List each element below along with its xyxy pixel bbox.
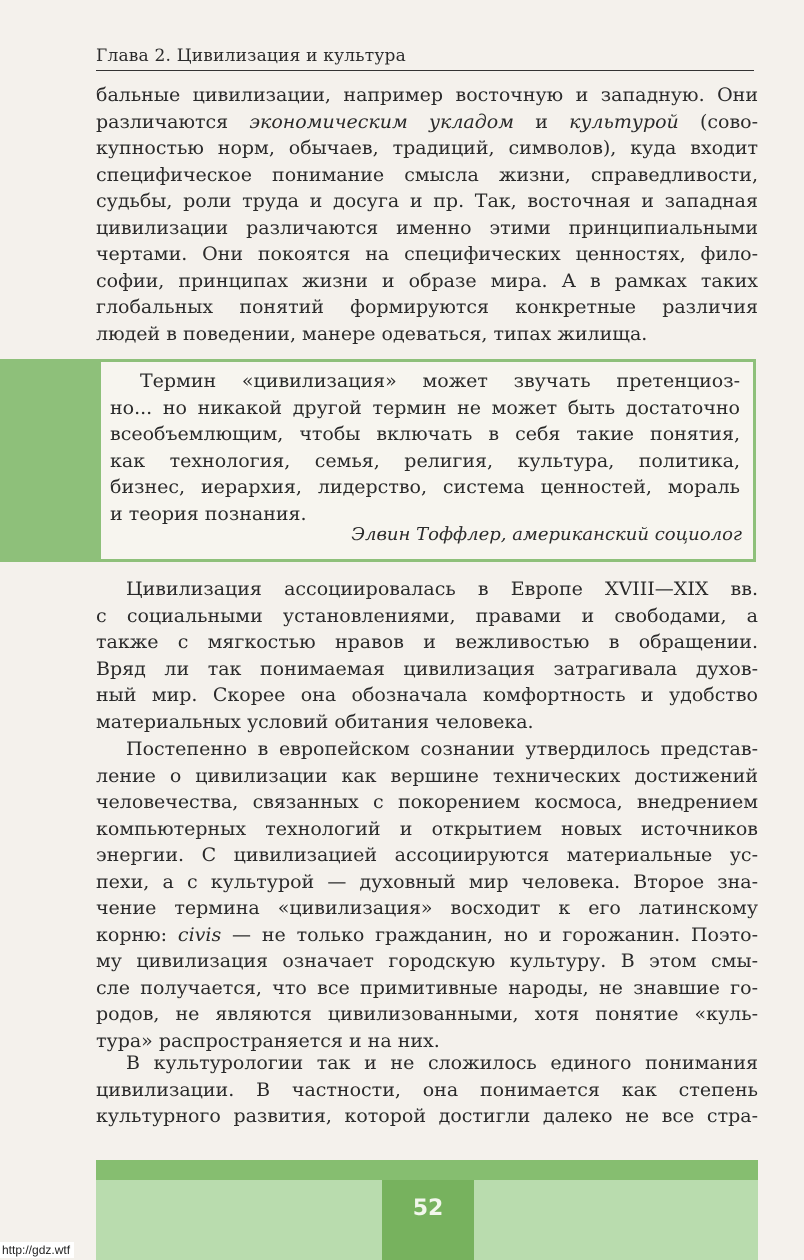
text-line: человечества, связанных с покорением космоса, внедрением bbox=[96, 791, 758, 813]
text-line: энергии. С цивилизацией ассоциируются материальные ус- bbox=[96, 844, 758, 866]
text-line: Цивилизация ассоциировалась в Европе XVIII—XIX вв. bbox=[126, 578, 758, 600]
text-line: всеобъемлющим, чтобы включать в себя такие понятия, bbox=[110, 423, 740, 445]
text-line: му цивилизация означает городскую культуру. В этом смы- bbox=[96, 950, 758, 972]
text-line: софии, принципах жизни и образе мира. А в рамках таких bbox=[96, 269, 758, 292]
text-line: как технология, семья, религия, культура, политика, bbox=[110, 449, 740, 472]
text-line: судьбы, роли труда и досуга и пр. Так, восточная и западная bbox=[96, 190, 758, 212]
text-line: сле получается, что все примитивные народы, не знавшие го- bbox=[96, 976, 758, 999]
quote-text bbox=[110, 368, 740, 527]
text-line: корню: civis — не только гражданин, но и горожанин. Поэто- bbox=[96, 923, 759, 946]
text-line: бизнес, иерархия, лидерство, система ценностей, мораль bbox=[110, 476, 740, 498]
text-line: компьютерных технологий и открытием новых источников bbox=[96, 817, 758, 840]
text-line: цивилизации. В частности, она понимается как степень bbox=[96, 1078, 758, 1101]
chapter-title: Глава 2. Цивилизация и культура bbox=[96, 46, 406, 66]
paragraph-1 bbox=[96, 82, 758, 347]
text-line: чение термина «цивилизация» восходит к его латинскому bbox=[96, 897, 758, 919]
text-line: также с мягкостью нравов и вежливостью в обращении. bbox=[96, 631, 758, 653]
text-line: купностью норм, обычаев, традиций, символов), куда входит bbox=[96, 137, 758, 159]
text-line: но... но никакой другой термин не может быть достаточно bbox=[110, 396, 740, 419]
quote-accent-strip bbox=[0, 359, 98, 562]
header-rule bbox=[96, 70, 754, 71]
quote-author: Элвин Тоффлер, американский социолог bbox=[351, 524, 742, 545]
watermark-link[interactable]: http://gdz.wtf bbox=[0, 1242, 74, 1258]
paragraph-3 bbox=[96, 736, 758, 1054]
paragraph-2 bbox=[96, 576, 758, 735]
footer-band-top bbox=[96, 1160, 758, 1180]
text-line: родов, не являются цивилизованными, хотя понятие «куль- bbox=[96, 1003, 758, 1025]
paragraph-4 bbox=[96, 1050, 758, 1130]
text-line: ление о цивилизации как вершине технических достижений bbox=[96, 764, 758, 787]
text-line: культурного развития, которой достигли далеко не все стра- bbox=[96, 1105, 758, 1127]
text-line: пехи, а с культурой — духовный мир человека. Второе зна- bbox=[96, 870, 758, 893]
text-line: различаются экономическим укладом и культурой (сово- bbox=[96, 110, 758, 133]
text-line: Термин «цивилизация» может звучать претенциоз- bbox=[140, 370, 740, 392]
text-line: материальных условий обитания человека. bbox=[96, 710, 534, 733]
text-line: Вряд ли так понимаемая цивилизация затрагивала духов- bbox=[96, 657, 758, 680]
text-line: бальные цивилизации, например восточную и западную. Они bbox=[96, 84, 758, 106]
text-line: тура» распространяется и на них. bbox=[96, 1029, 440, 1052]
text-line: цивилизации различаются именно этими принципиальными bbox=[96, 216, 758, 239]
text-line: Постепенно в европейском сознании утвердилось представ- bbox=[126, 738, 758, 760]
text-line: ный мир. Скорее она обозначала комфортность и удобство bbox=[96, 684, 758, 706]
text-line: людей в поведении, манере одеваться, типах жилища. bbox=[96, 322, 648, 345]
text-line: В культурологии так и не сложилось единого понимания bbox=[126, 1052, 758, 1074]
text-line: глобальных понятий формируются конкретные различия bbox=[96, 296, 758, 318]
text-line: с социальными установлениями, правами и свободами, а bbox=[96, 604, 758, 627]
text-line: специфическое понимание смысла жизни, справедливости, bbox=[96, 163, 758, 186]
text-line: чертами. Они покоятся на специфических ценностях, фило- bbox=[96, 243, 758, 265]
text-line: и теория познания. bbox=[110, 502, 307, 525]
page-number: 52 bbox=[412, 1196, 444, 1221]
